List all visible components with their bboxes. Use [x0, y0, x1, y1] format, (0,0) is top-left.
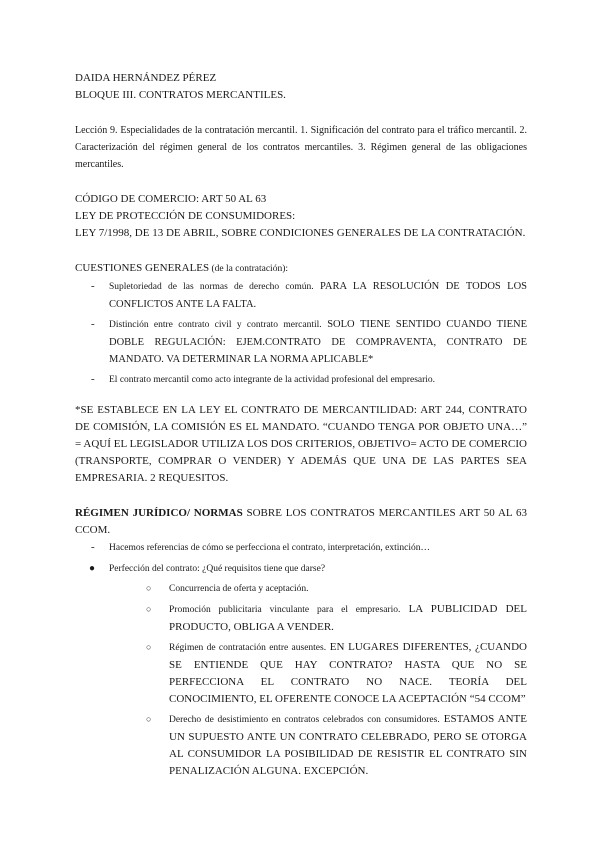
item-text-upper: ESTAMOS ANTE UN SUPUESTO ANTE UN CONTRATO CELEBRADO, PERO SE OTORGA AL CONSUMIDOR LA POSIBILIDAD DE RESISTIR EL CONTRATO SIN PENALIZACIÓN ALGUNA. EXCEPCIÓN. [169, 713, 527, 777]
item-text-lower: Derecho de desistimiento en contratos celebrados con consumidores. [169, 715, 440, 725]
bullet-marker: ● [89, 563, 96, 574]
regimen-bullet-list [75, 560, 527, 780]
dash-marker: - [91, 373, 95, 385]
law-proteccion-consumidores: LEY DE PROTECCIÓN DE CONSUMIDORES: [75, 210, 296, 222]
regimen-title-bold: RÉGIMEN JURÍDICO/ NORMAS [75, 507, 243, 519]
dash-marker: - [91, 318, 95, 330]
law-7-1998: LEY 7/1998, DE 13 DE ABRIL, SOBRE CONDICIONES GENERALES DE LA CONTRATACIÓN. [75, 227, 526, 239]
mercantilidad-note: *SE ESTABLECE EN LA LEY EL CONTRATO DE MERCANTILIDAD: ART 244, CONTRATO DE COMISIÓN, LA COMISIÓN ES EL MANDATO. “CUANDO TENGA POR OBJETO UNA…” = AQUÍ EL LEGISLADOR UTILIZA LOS DOS CRITERIOS, OBJETIVO= ACTO DE COMERCIO (TRANSPORTE, COMPRAR O VENDER) Y ADEMÁS QUE UNA DE LAS PARTES SEA EMPRESARIA. 2 REQUESITOS. [75, 404, 527, 484]
item-text-upper: EN LUGARES DIFERENTES, ¿CUANDO SE ENTIENDE QUE HAY CONTRATO? HASTA QUE NO SE PERFECCIONA EL CONTRATO NO NACE. TEORÍA DEL CONOCIMIENTO, EL OFERENTE CONOCE LA ACEPTACIÓN “54 CCOM” [169, 641, 527, 705]
item-text-lower: Promoción publicitaria vinculante para el empresario. [169, 605, 401, 615]
cuestiones-list [75, 278, 527, 389]
list-item [75, 278, 527, 313]
list-item [75, 316, 527, 368]
author-name: DAIDA HERNÁNDEZ PÉREZ [75, 72, 217, 84]
sub-list-item [109, 711, 527, 780]
sub-list-item [109, 639, 527, 708]
regimen-title-rest: SOBRE LOS CONTRATOS MERCANTILES ART 50 AL 63 CCOM. [75, 507, 527, 536]
circle-marker: ○ [146, 583, 152, 593]
circle-marker: ○ [146, 642, 152, 652]
item-text-lower: Supletoriedad de las normas de derecho común. [109, 282, 314, 292]
regimen-heading [75, 505, 527, 539]
sub-list-item [109, 580, 527, 598]
circle-marker: ○ [146, 604, 152, 614]
item-text-lower: Hacemos referencias de cómo se perfecciona el contrato, interpretación, extinción… [109, 543, 431, 553]
item-text-lower: Distinción entre contrato civil y contrato mercantil. [109, 320, 322, 330]
item-text-lower: El contrato mercantil como acto integrante de la actividad profesional del empresario. [109, 375, 436, 385]
circle-marker: ○ [146, 714, 152, 724]
cuestiones-title: CUESTIONES GENERALES [75, 262, 210, 274]
lesson-description: Lección 9. Especialidades de la contratación mercantil. 1. Significación del contrato para el tráfico mercantil. 2. Caracterización del régimen general de los contratos mercantiles. 3. Régimen general de las obligaciones mercantiles. [75, 125, 527, 170]
item-text-upper: LA PUBLICIDAD DEL PRODUCTO, OBLIGA A VENDER. [169, 603, 527, 633]
item-text-lower: Régimen de contratación entre ausentes. [169, 643, 327, 653]
dash-marker: - [91, 541, 95, 553]
block-title: BLOQUE III. CONTRATOS MERCANTILES. [75, 89, 286, 101]
regimen-dash-list [75, 539, 527, 557]
cuestiones-title-note: (de la contratación): [209, 264, 289, 274]
item-text-upper: PARA LA RESOLUCIÓN DE TODOS LOS CONFLICTOS ANTE LA FALTA. [109, 281, 528, 310]
item-text-lower: Perfección del contrato: ¿Qué requisitos tiene que darse? [109, 564, 326, 574]
perfeccion-sublist [109, 580, 527, 780]
list-item [75, 371, 527, 389]
item-text-lower: Concurrencia de oferta y aceptación. [169, 584, 309, 594]
cuestiones-heading [75, 260, 527, 278]
dash-marker: - [91, 280, 95, 292]
item-text-upper: SOLO TIENE SENTIDO CUANDO TIENE DOBLE REGULACIÓN: EJEM.CONTRATO DE COMPRAVENTA, CONTRATO DE MANDATO. VA DETERMINAR LA NORMA APLICABLE* [109, 319, 528, 365]
law-codigo-comercio: CÓDIGO DE COMERCIO: ART 50 AL 63 [75, 193, 267, 205]
list-item [75, 539, 527, 557]
list-item [75, 560, 527, 780]
sub-list-item [109, 601, 527, 636]
